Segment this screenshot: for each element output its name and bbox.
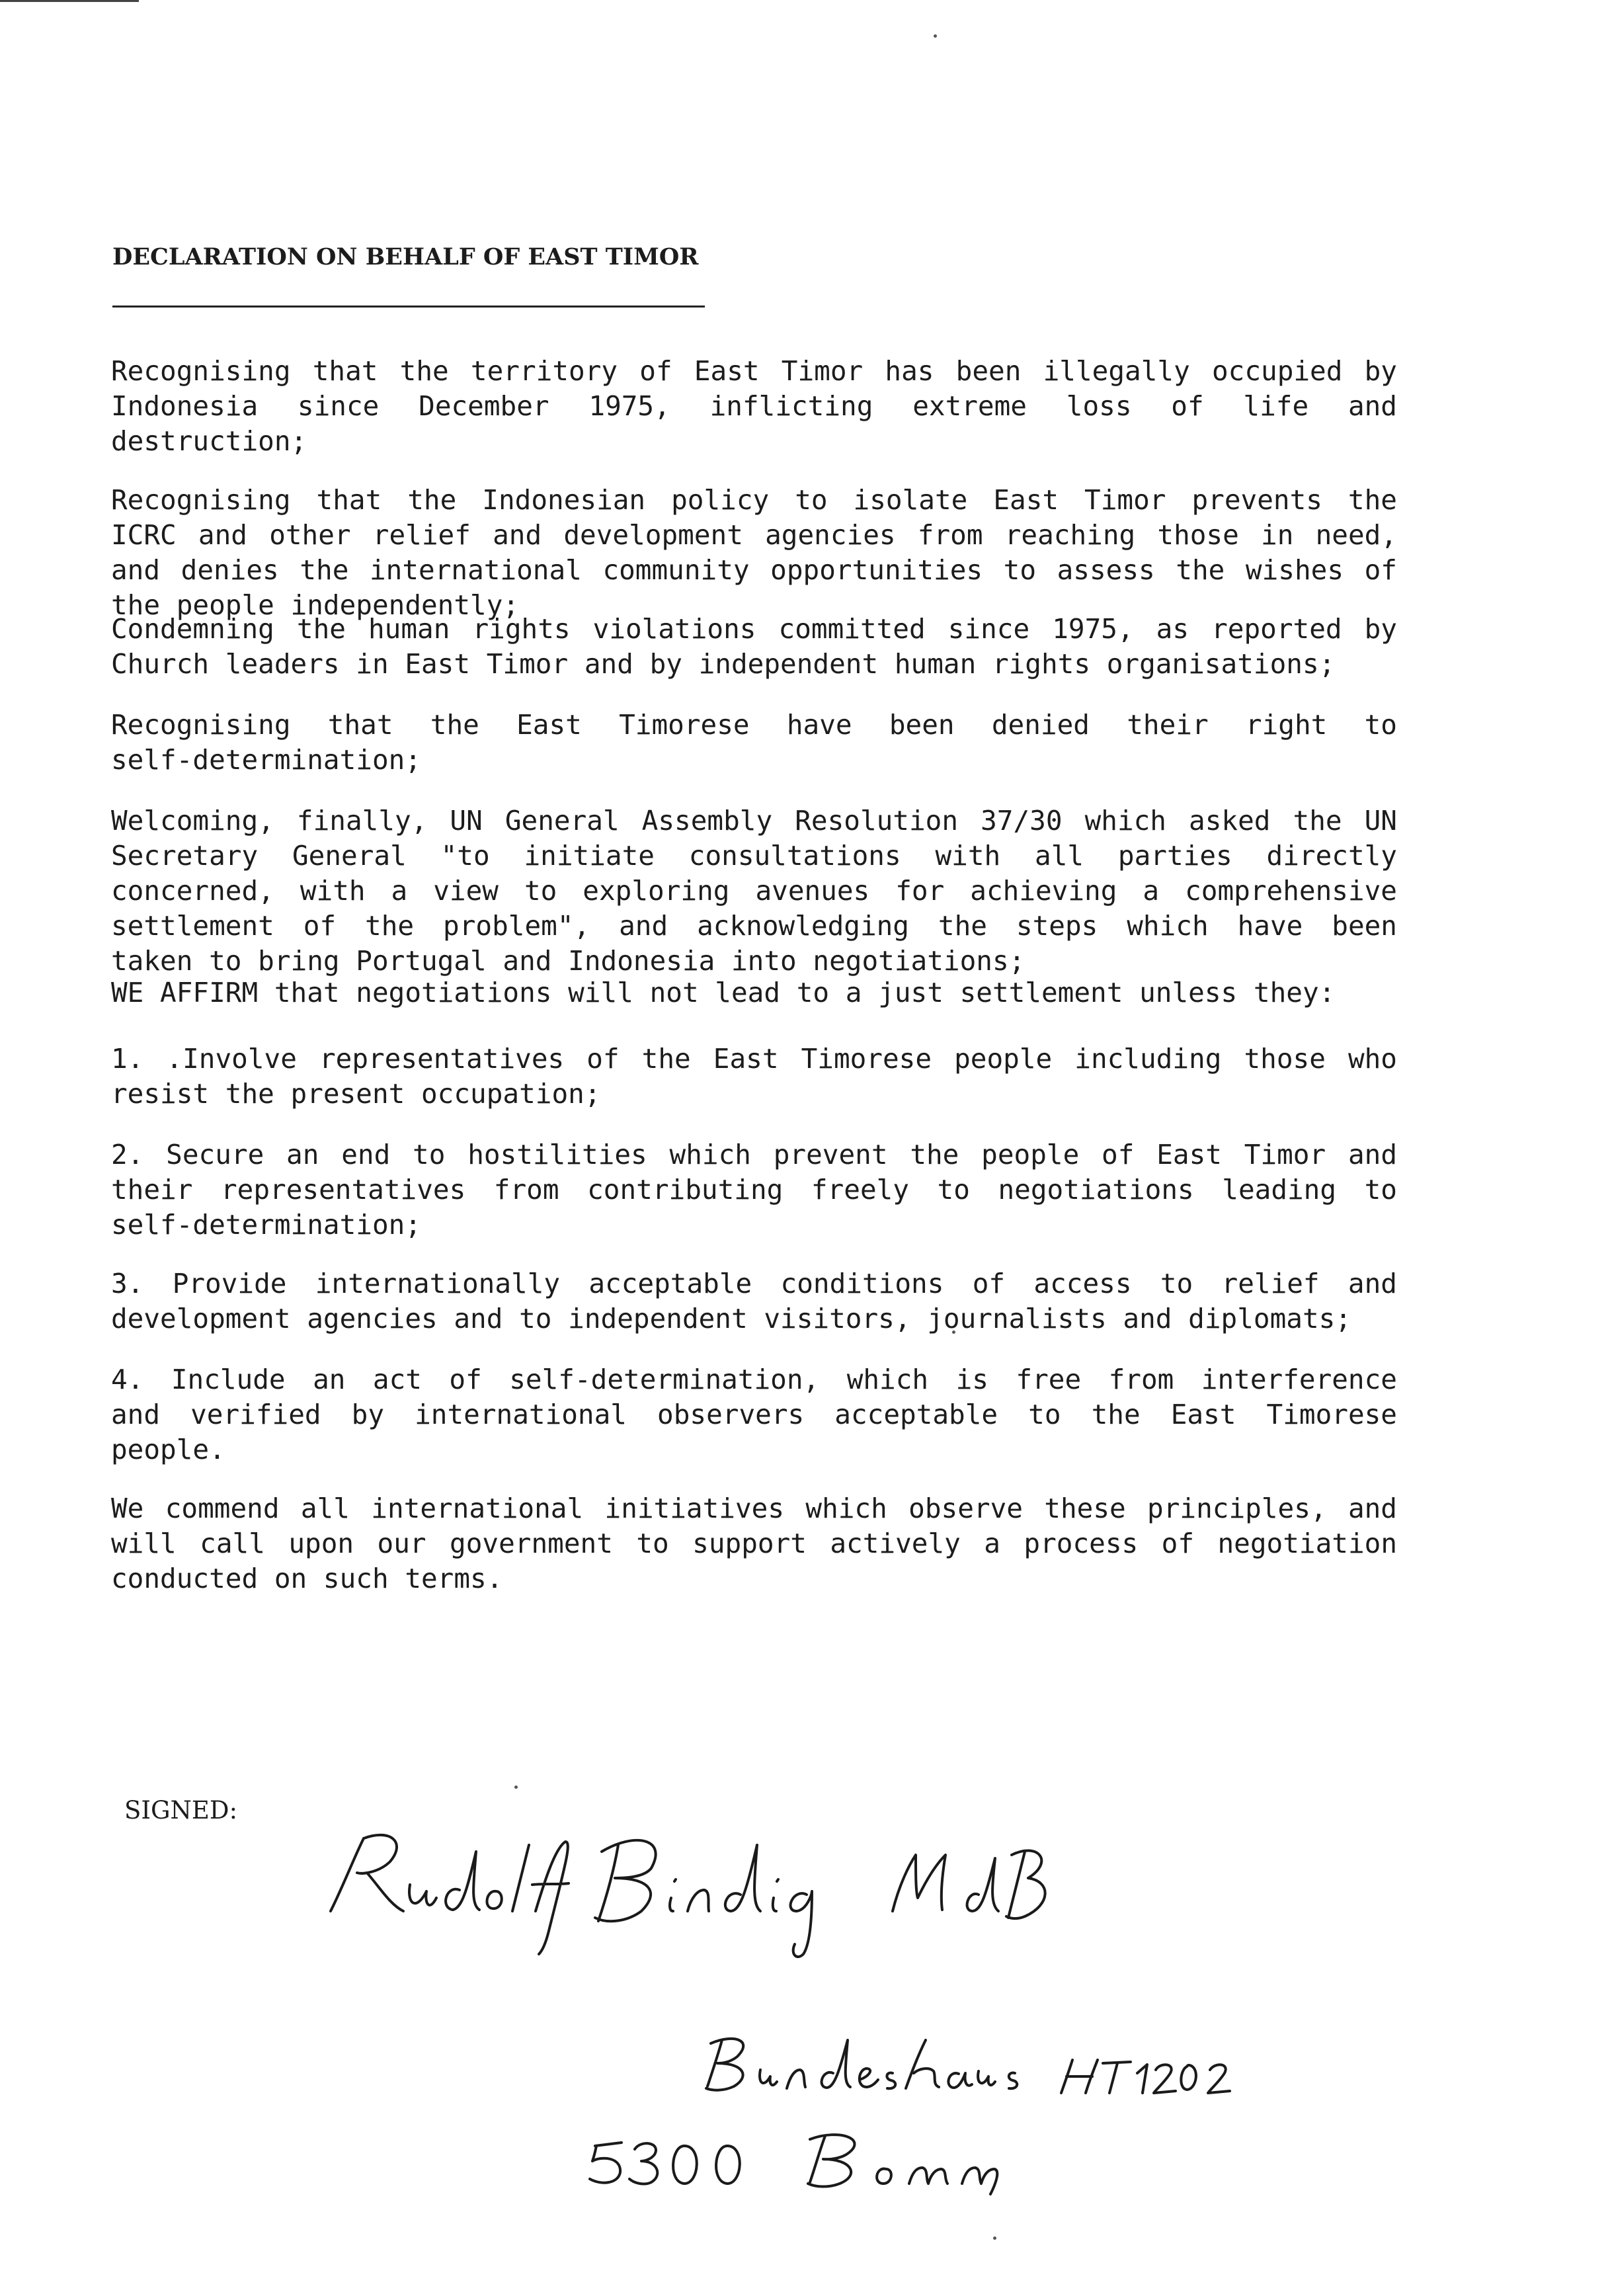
- scan-speck: [993, 2236, 996, 2240]
- paragraph: [111, 483, 1397, 623]
- paragraph-line: Church leaders in East Timor and by independent human rights organisations;: [111, 648, 1336, 680]
- paragraph: [111, 1137, 1397, 1243]
- paragraph-line: self-determination;: [111, 744, 421, 776]
- paragraph-line: Indonesia since December 1975, inflicting extreme loss of life and: [111, 390, 1397, 422]
- handwritten-address: [549, 2010, 1316, 2209]
- title-underline: [112, 306, 705, 308]
- paragraph: [111, 1362, 1397, 1467]
- paragraph-line: WE AFFIRM that negotiations will not lead to a just settlement unless they:: [111, 977, 1336, 1008]
- paragraph-line: 2. Secure an end to hostilities which prevent the people of East Timor and: [111, 1139, 1397, 1170]
- paragraph-line: ICRC and other relief and development agencies from reaching those in need,: [111, 519, 1397, 551]
- paragraph-line: concerned, with a view to exploring avenues for achieving a comprehensive: [111, 875, 1397, 907]
- paragraph-line: 1. .Involve representatives of the East Timorese people including those who: [111, 1043, 1397, 1075]
- paragraph-line: self-determination;: [111, 1209, 421, 1241]
- paragraph: [111, 1042, 1397, 1112]
- paragraph-line: destruction;: [111, 425, 307, 457]
- paragraph-line: Condemning the human rights violations committed since 1975, as reported by: [111, 613, 1397, 645]
- paragraph-line: the people independently;: [111, 589, 520, 621]
- paragraph: [111, 354, 1397, 459]
- paragraph-line: Recognising that the East Timorese have been denied their right to: [111, 709, 1397, 741]
- paragraph-line: We commend all international initiatives which observe these principles, and: [111, 1493, 1397, 1524]
- paragraph-line: their representatives from contributing freely to negotiations leading to: [111, 1174, 1397, 1206]
- paragraph-line: Recognising that the Indonesian policy to isolate East Timor prevents the: [111, 484, 1397, 516]
- paragraph-line: Secretary General "to initiate consultations with all parties directly: [111, 840, 1397, 872]
- handwritten-signature: [317, 1812, 1058, 1964]
- scan-speck: [934, 34, 937, 38]
- document-title: DECLARATION ON BEHALF OF EAST TIMOR: [112, 243, 699, 270]
- paragraph-line: Welcoming, finally, UN General Assembly Resolution 37/30 which asked the UN: [111, 805, 1397, 837]
- paragraph: [111, 612, 1397, 682]
- paragraph-line: Recognising that the territory of East Timor has been illegally occupied by: [111, 355, 1397, 387]
- paragraph-line: settlement of the problem", and acknowledging the steps which have been: [111, 910, 1397, 942]
- paragraph: [111, 1266, 1397, 1336]
- paragraph-line: 3. Provide internationally acceptable conditions of access to relief and: [111, 1268, 1397, 1299]
- scan-edge-mark: [0, 0, 139, 2]
- paragraph-line: development agencies and to independent visitors, journalists and diplomats;: [111, 1303, 1351, 1334]
- paragraph-line: and denies the international community opportunities to assess the wishes of: [111, 554, 1397, 586]
- paragraph: [111, 975, 1397, 1010]
- paragraph: [111, 803, 1397, 979]
- paragraph-line: will call upon our government to support actively a process of negotiation: [111, 1528, 1397, 1559]
- signed-label: SIGNED:: [124, 1796, 238, 1824]
- scan-speck: [514, 1785, 518, 1789]
- paragraph-line: 4. Include an act of self-determination, which is free from interference: [111, 1364, 1397, 1395]
- paragraph-line: conducted on such terms.: [111, 1563, 503, 1594]
- paragraph-line: resist the present occupation;: [111, 1078, 601, 1110]
- paragraph: [111, 1491, 1397, 1596]
- paragraph-line: people.: [111, 1434, 225, 1465]
- paragraph-line: taken to bring Portugal and Indonesia into negotiations;: [111, 945, 1025, 977]
- paragraph-line: and verified by international observers acceptable to the East Timorese: [111, 1399, 1397, 1430]
- paragraph: [111, 708, 1397, 778]
